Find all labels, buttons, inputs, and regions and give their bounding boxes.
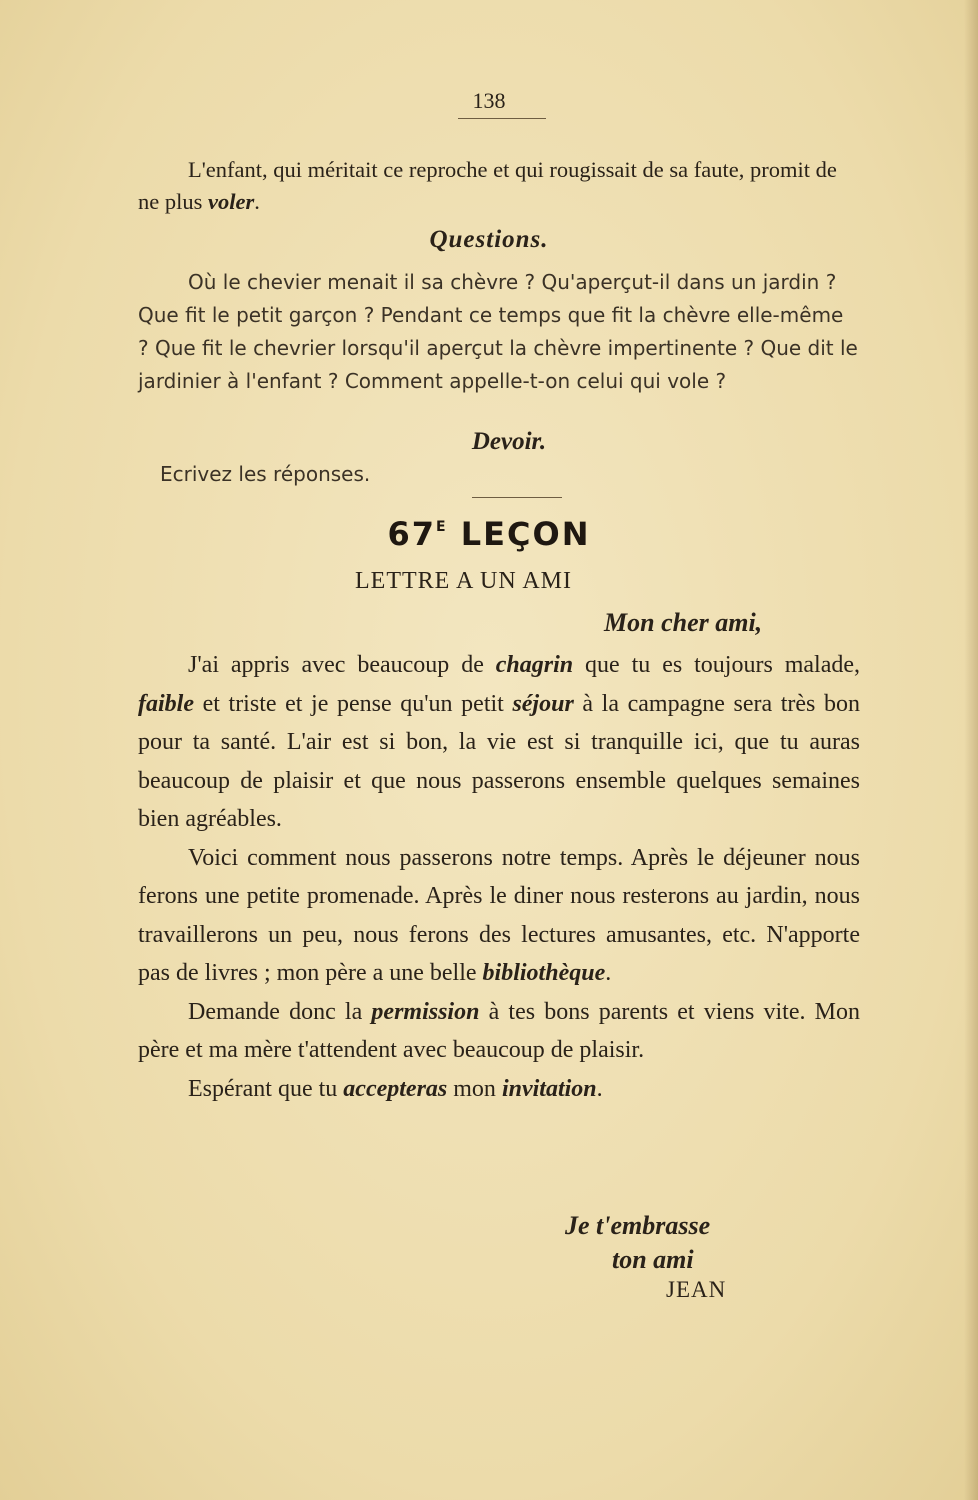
closing-line-2: ton ami xyxy=(612,1245,694,1274)
devoir-text: Ecrivez les réponses. xyxy=(160,462,371,486)
letter-title: LETTRE A UN AMI xyxy=(355,568,572,594)
letter-body xyxy=(138,646,860,1108)
lesson-heading: $67^E$ LEÇON xyxy=(387,515,591,553)
page-number: 138 xyxy=(472,88,506,113)
section-rule xyxy=(472,497,562,498)
letter-salutation: Mon cher ami, xyxy=(604,608,763,637)
letter-paragraph-4: Espérant que tu accepteras mon invitation. xyxy=(188,1075,603,1102)
questions-paragraph: Où le chevier menait il sa chèvre ? Qu'aperçut-il dans un jardin ? Que fit le petit garçon ? Pendant ce temps que fit la chèvre elle-même ? Que fit le chevrier lorsqu'il aperçut la chèvre impertinente ? Que dit le jardinier à l'enfant ? Comment appelle-t-on celui qui vole ? xyxy=(138,270,858,393)
closing-line-1: Je t'embrasse xyxy=(565,1211,711,1240)
letter-paragraph-3: Demande donc la permission à tes bons parents et viens vite. Mon père et ma mère t'attendent avec beaucoup de plaisir. xyxy=(138,998,861,1063)
page-edge-shadow xyxy=(964,0,978,1500)
signature: JEAN xyxy=(666,1277,727,1302)
devoir-heading: Devoir. xyxy=(471,428,547,455)
questions-heading: Questions. xyxy=(429,226,549,253)
header-rule xyxy=(458,118,546,119)
letter-paragraph-1: J'ai appris avec beaucoup de chagrin que tu es toujours malade, faible et triste et je pense qu'un petit séjour à la campagne sera très bon pour ta santé. L'air est si bon, la vie est si tranquille ici, que tu auras beaucoup de plaisir et que nous passerons ensemble quelques semaines bien agréables. xyxy=(138,652,860,832)
intro-paragraph: L'enfant, qui méritait ce reproche et qui rougissait de sa faute, promit de ne plus voler. xyxy=(138,157,837,214)
letter-paragraph-2: Voici comment nous passerons notre temps. Après le déjeuner nous ferons une petite promenade. Après le diner nous resterons au jardin, nous travaillerons un peu, nous ferons des lectures amusantes, etc. N'apporte pas de livres ; mon père a une belle bibliothèque. xyxy=(138,844,860,986)
